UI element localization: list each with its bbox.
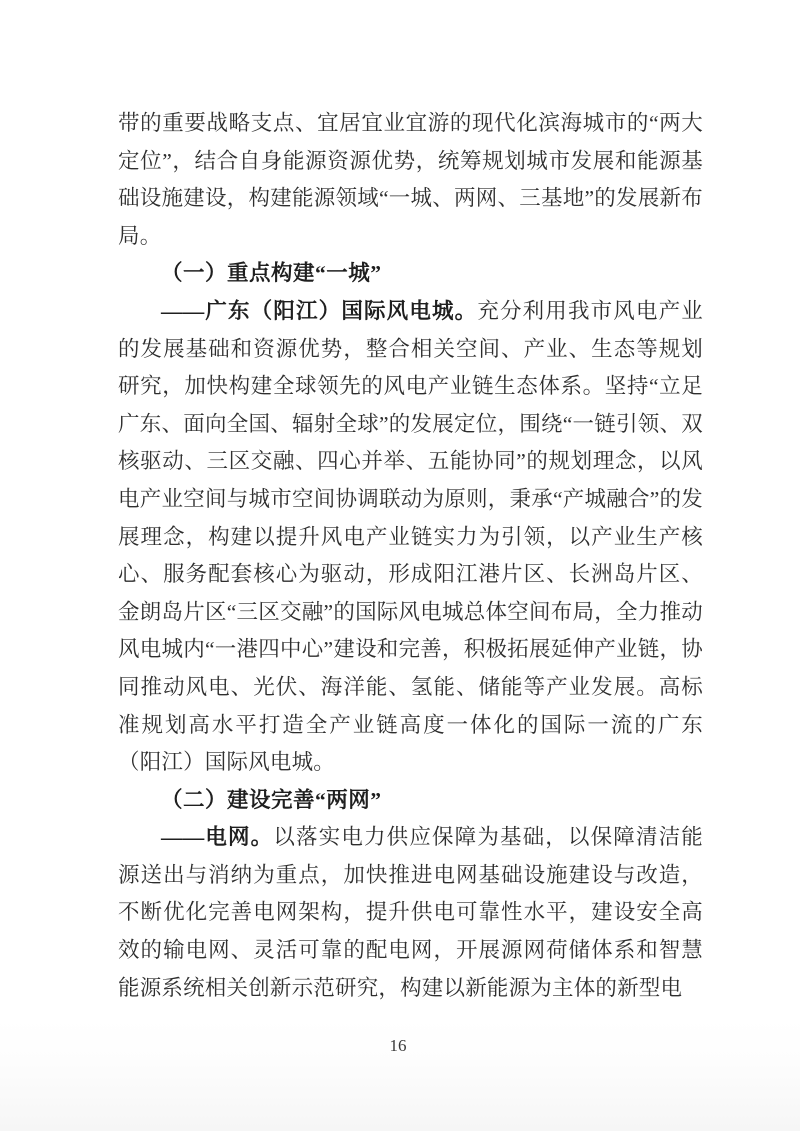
section-2-heading: （二）建设完善“两网”: [161, 787, 382, 812]
section-1-lead: ——广东（阳江）国际风电城。: [161, 298, 478, 323]
section-2-paragraph: [118, 819, 703, 1007]
section-2-lead: ——电网。: [161, 825, 274, 850]
section-1-heading: （一）重点构建“一城”: [161, 261, 382, 286]
section-1-body: 充分利用我市风电产业的发展基础和资源优势，整合相关空间、产业、生态等规划研究，加快构建全球领先的风电产业链生态体系。坚持“立足广东、面向全国、辐射全球”的发展定位，围绕“一链引领、双核驱动、三区交融、四心并举、五能协同”的规划理念，以风电产业空间与城市空间协调联动为原则，秉承“产城融合”的发展理念，构建以提升风电产业链实力为引领，以产业生产核心、服务配套核心为驱动，形成阳江港片区、长洲岛片区、金朗岛片区“三区交融”的国际风电城总体空间布局，全力推动风电城内“一港四中心”建设和完善，积极拓展延伸产业链，协同推动风电、光伏、海洋能、氢能、储能等产业发展。高标准规划高水平打造全产业链高度一体化的国际一流的广东（阳江）国际风电城。: [118, 298, 703, 775]
document-body-text: [118, 105, 703, 1007]
section-1-paragraph: [118, 293, 703, 782]
section-2-body: 以落实电力供应保障为基础，以保障清洁能源送出与消纳为重点，加快推进电网基础设施建设与改造，不断优化完善电网架构，提升供电可靠性水平，建设安全高效的输电网、灵活可靠的配电网，开展源网荷储体系和智慧能源系统相关创新示范研究，构建以新能源为主体的新型电: [118, 825, 703, 1000]
continuation-paragraph: 带的重要战略支点、宜居宜业宜游的现代化滨海城市的“两大定位”，结合自身能源资源优势，统筹规划城市发展和能源基础设施建设，构建能源领域“一城、两网、三基地”的发展新布局。: [118, 111, 703, 248]
page-number: 16: [389, 1036, 407, 1055]
